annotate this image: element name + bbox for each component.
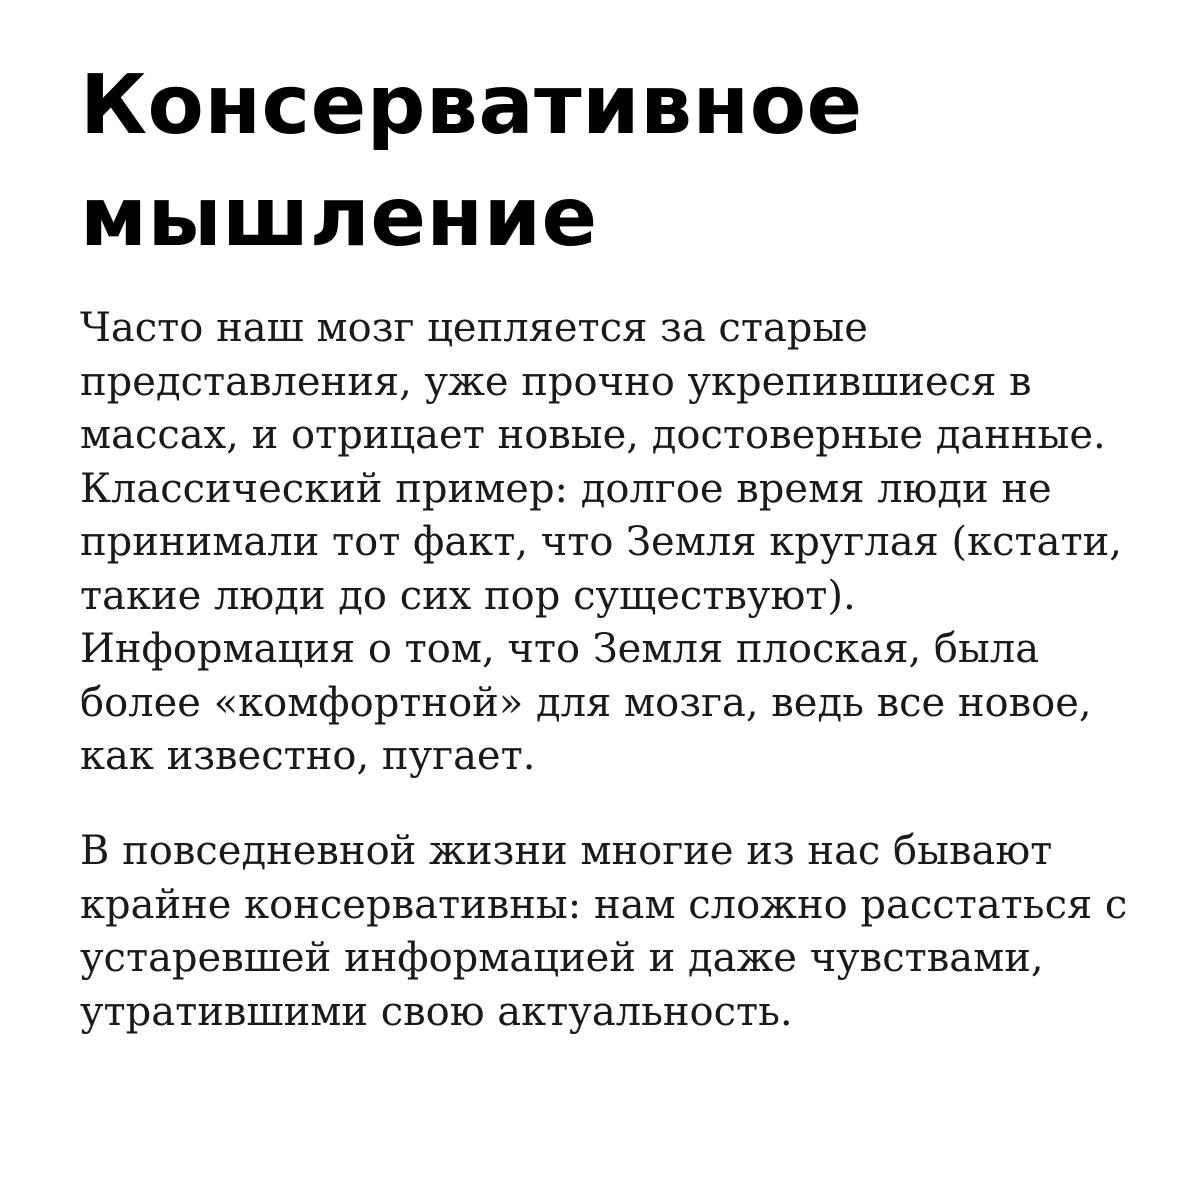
text-line: представления, уже прочно укрепившиеся в [80,358,1032,405]
text-line: Классический пример: долгое время люди не [80,465,1052,512]
paragraph-1 [80,302,1180,784]
text-line: принимали тот факт, что Земля круглая (кстати, [80,519,1122,565]
text-line: крайне консервативны: нам сложно расстаться с [80,881,1128,928]
text-line: массах, и отрицает новые, достоверные данные. [80,412,1106,458]
title-line-1: Консервативное [80,58,863,153]
title-line-2: мышление [80,170,598,265]
text-line: Часто наш мозг цепляется за старые [80,305,868,351]
text-line: Информация о том, что Земля плоская, была [80,626,1040,672]
text-line: как известно, пугает. [80,733,536,779]
text-line: такие люди до сих пор существуют). [80,572,856,619]
text-line: утратившими свою актуальность. [80,988,793,1035]
text-line: устаревшей информацией и даже чувствами, [80,935,1044,981]
paragraph-2 [80,825,1180,1039]
text-line: более «комфортной» для мозга, ведь все новое, [80,679,1092,726]
text-line: В повседневной жизни многие из нас бывают [80,828,1053,874]
page-title [80,50,1140,274]
